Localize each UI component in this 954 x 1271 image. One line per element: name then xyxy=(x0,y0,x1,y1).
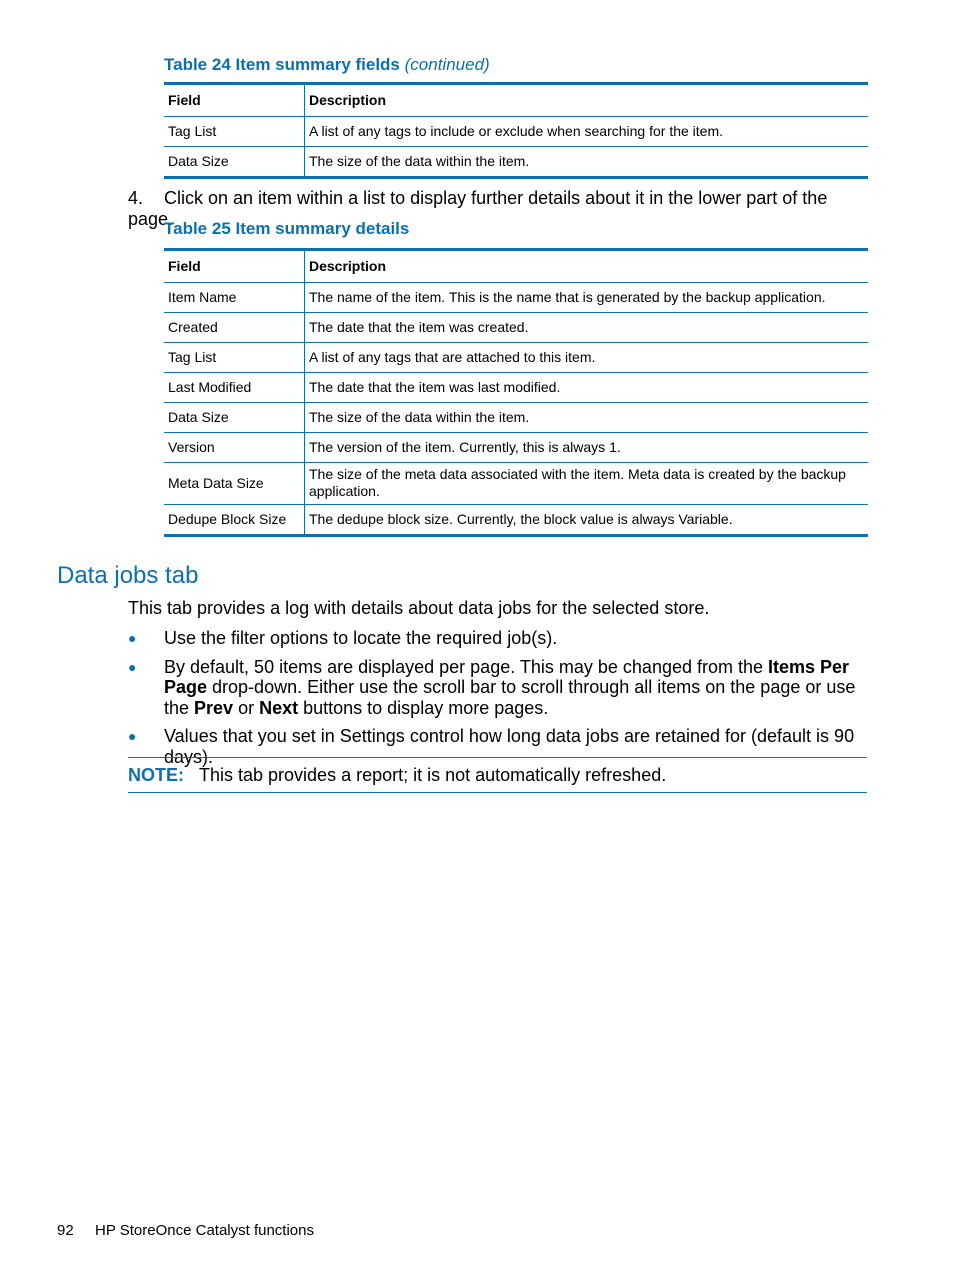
bold-term: Items Per Page xyxy=(164,656,850,697)
column-header-field: Field xyxy=(164,250,305,283)
bullet-icon: ● xyxy=(128,658,137,675)
table-row xyxy=(164,505,868,536)
field-cell: Version xyxy=(164,433,305,463)
table-row xyxy=(164,283,868,313)
table-header-row xyxy=(164,250,868,283)
table-24-caption xyxy=(164,55,490,75)
section-heading: Data jobs tab xyxy=(57,562,199,589)
bold-term: Prev xyxy=(194,697,234,718)
description-cell: The dedupe block size. Currently, the block value is always Variable. xyxy=(305,505,869,536)
bold-term: Next xyxy=(259,697,299,718)
table-24-title: Table 24 Item summary fields xyxy=(164,55,400,74)
field-cell: Tag List xyxy=(164,343,305,373)
step-text: Click on an item within a list to display further details about it in the lower part of the page. xyxy=(128,188,828,229)
page-number: 92 xyxy=(57,1222,74,1239)
field-cell: Data Size xyxy=(164,147,305,178)
footer-title: HP StoreOnce Catalyst functions xyxy=(95,1222,314,1239)
note-box xyxy=(128,757,867,793)
field-cell: Dedupe Block Size xyxy=(164,505,305,536)
bullet-list xyxy=(128,628,868,775)
description-cell: The name of the item. This is the name that is generated by the backup application. xyxy=(305,283,869,313)
bullet-text: Use the filter options to locate the required job(s). xyxy=(164,628,558,648)
description-cell: A list of any tags that are attached to this item. xyxy=(305,343,869,373)
description-cell: The date that the item was created. xyxy=(305,313,869,343)
table-25-caption: Table 25 Item summary details xyxy=(164,219,410,238)
table-row xyxy=(164,343,868,373)
field-cell: Last Modified xyxy=(164,373,305,403)
description-cell: The version of the item. Currently, this is always 1. xyxy=(305,433,869,463)
bullet-text-part: buttons to display more pages. xyxy=(298,697,549,718)
bullet-icon: ● xyxy=(128,728,137,744)
description-cell: The size of the meta data associated with the item. Meta data is created by the backup application. xyxy=(305,463,869,505)
table-24 xyxy=(164,82,868,179)
step-number: 4. xyxy=(128,188,144,208)
note-text: This tab provides a report; it is not automatically refreshed. xyxy=(199,765,667,785)
table-row xyxy=(164,463,868,505)
field-cell: Item Name xyxy=(164,283,305,313)
description-cell: The size of the data within the item. xyxy=(305,403,869,433)
note-label: NOTE: xyxy=(128,765,184,785)
bullet-text-part: or xyxy=(233,697,260,718)
bullet-icon: ● xyxy=(128,630,137,646)
table-row xyxy=(164,313,868,343)
table-header-row xyxy=(164,84,868,117)
table-row xyxy=(164,433,868,463)
list-item xyxy=(128,628,868,649)
table-row xyxy=(164,117,868,147)
field-cell: Created xyxy=(164,313,305,343)
bullet-text: Values that you set in Settings control how long data jobs are retained for (default is 90 days). xyxy=(164,726,855,767)
table-row xyxy=(164,403,868,433)
page-footer xyxy=(57,1222,314,1239)
section-intro: This tab provides a log with details about data jobs for the selected store. xyxy=(128,598,710,618)
table-row xyxy=(164,147,868,178)
field-cell: Tag List xyxy=(164,117,305,147)
field-cell: Data Size xyxy=(164,403,305,433)
table-25 xyxy=(164,248,868,537)
description-cell: A list of any tags to include or exclude when searching for the item. xyxy=(305,117,869,147)
column-header-description: Description xyxy=(305,250,869,283)
column-header-field: Field xyxy=(164,84,305,117)
bullet-text-part: By default, 50 items are displayed per page. This may be changed from the xyxy=(164,656,769,677)
list-item xyxy=(128,657,868,719)
field-cell: Meta Data Size xyxy=(164,463,305,505)
description-cell: The size of the data within the item. xyxy=(305,147,869,178)
table-row xyxy=(164,373,868,403)
column-header-description: Description xyxy=(305,84,869,117)
bullet-text-part: drop-down. Either use the scroll bar to scroll through all items on the page or use the xyxy=(164,677,856,718)
description-cell: The date that the item was last modified. xyxy=(305,373,869,403)
table-24-continued: (continued) xyxy=(404,55,490,74)
